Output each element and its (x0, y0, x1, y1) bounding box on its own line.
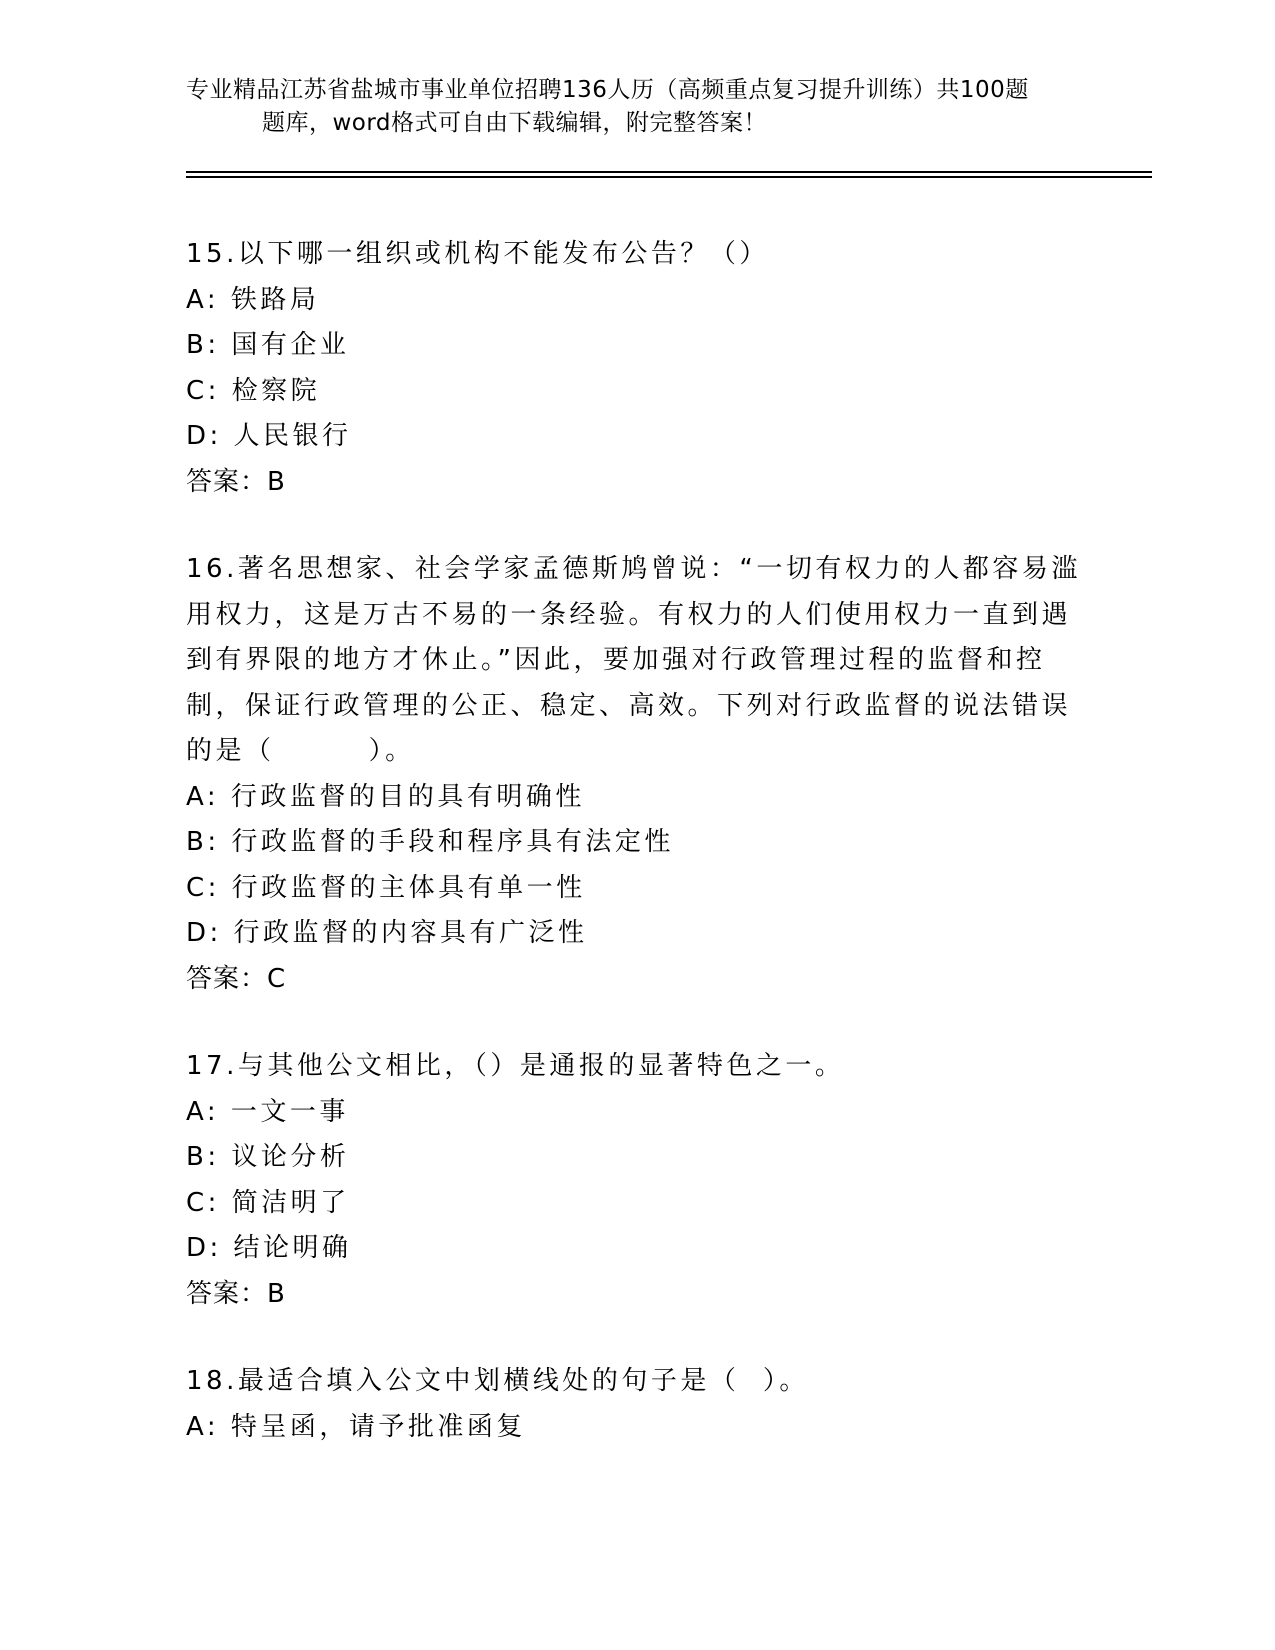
option-a: A: 铁路局 (186, 284, 320, 315)
question-text: 16.著名思想家、社会学家孟德斯鸠曾说：“一切有权力的人都容易滥用权力，这是万古不易的一条经验。有权力的人们使用权力一直到遇到有界限的地方才休止。”因此，要加强对行政管理过程的监督和控制，保证行政管理的公正、稳定、高效。下列对行政监督的说法错误的是（ ）。 (186, 554, 1081, 766)
option-c: C: 简洁明了 (186, 1187, 350, 1218)
header-title-line-2: 题库，word格式可自由下载编辑，附完整答案！ (262, 110, 768, 136)
document-header (186, 74, 1086, 140)
question-15 (186, 232, 1086, 505)
answer-line: 答案：C (186, 963, 287, 994)
question-text: 15.以下哪一组织或机构不能发布公告？（） (186, 239, 769, 269)
option-b: B: 行政监督的手段和程序具有法定性 (186, 827, 674, 857)
question-list (186, 232, 1086, 1492)
header-rule-bottom (186, 176, 1152, 178)
question-text: 18.最适合填入公文中划横线处的句子是（ ）。 (186, 1366, 809, 1396)
option-c: C: 行政监督的主体具有单一性 (186, 872, 586, 903)
answer-line: 答案：B (186, 466, 286, 497)
question-text: 17.与其他公文相比，（）是通报的显著特色之一。 (186, 1051, 845, 1081)
header-title-line-1: 专业精品江苏省盐城市事业单位招聘136人历（高频重点复习提升训练）共100题 (186, 77, 1029, 103)
option-d: D: 结论明确 (186, 1233, 352, 1263)
option-b: B: 国有企业 (186, 330, 350, 360)
question-16 (186, 547, 1086, 1002)
option-d: D: 行政监督的内容具有广泛性 (186, 918, 588, 948)
option-b: B: 议论分析 (186, 1142, 350, 1172)
answer-line: 答案：B (186, 1278, 286, 1309)
option-a: A: 一文一事 (186, 1096, 349, 1127)
question-17 (186, 1044, 1086, 1317)
option-d: D: 人民银行 (186, 421, 352, 451)
question-18 (186, 1359, 1086, 1450)
option-a: A: 行政监督的目的具有明确性 (186, 781, 585, 812)
option-c: C: 检察院 (186, 375, 321, 406)
header-rule-top (186, 171, 1152, 173)
option-a: A: 特呈函，请予批准函复 (186, 1411, 526, 1442)
